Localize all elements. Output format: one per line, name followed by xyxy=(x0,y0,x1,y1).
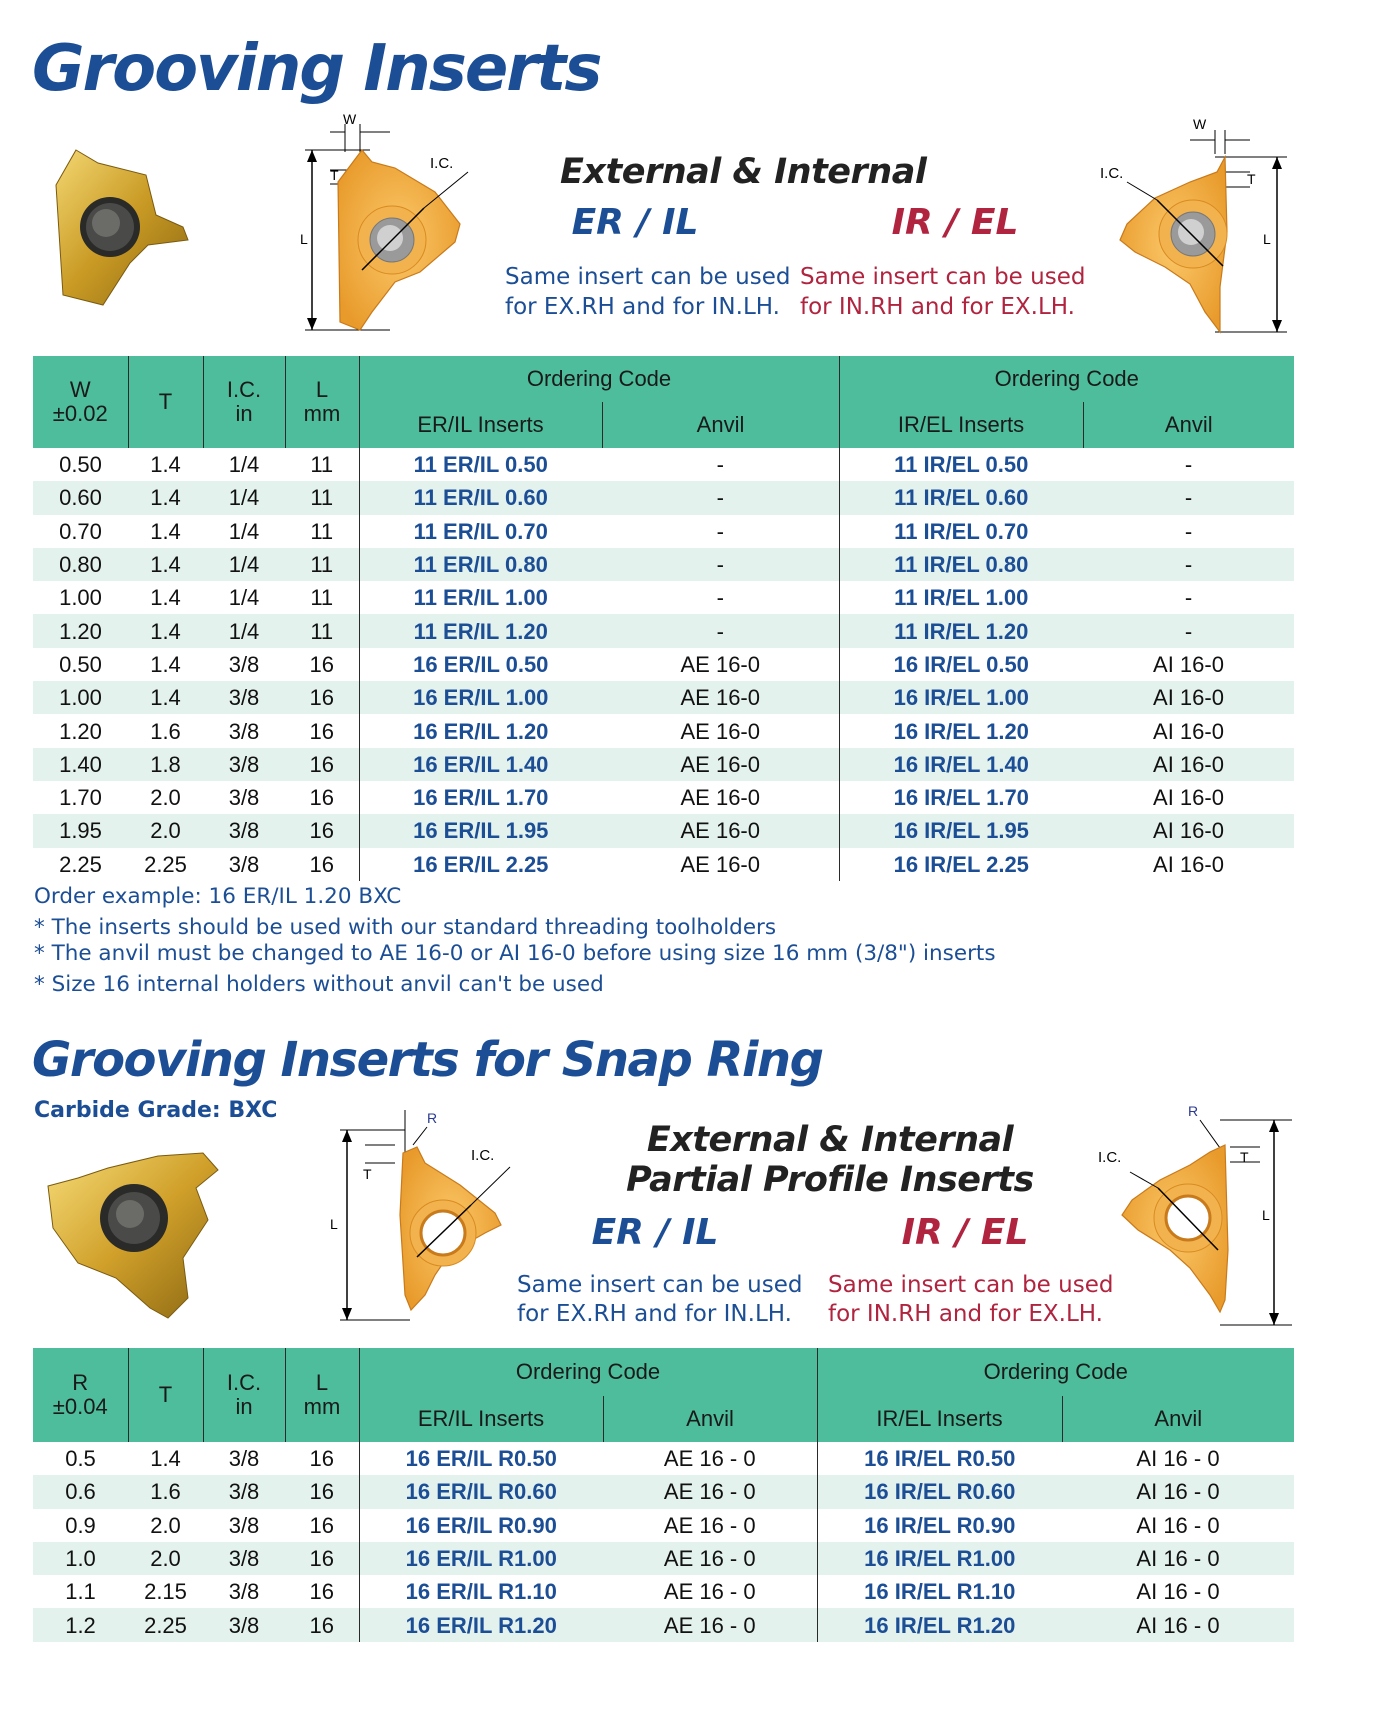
cell-er-il-code: 11 ER/IL 0.70 xyxy=(413,518,548,544)
table-row xyxy=(33,748,1294,781)
cell-ir-el-code: 16 IR/EL 1.20 xyxy=(893,718,1029,744)
snap-ring-insert-photo-icon xyxy=(38,1148,228,1323)
ir-el-note-2a: Same insert can be used xyxy=(828,1272,1114,1298)
col-t-header: T xyxy=(128,356,203,448)
table-row xyxy=(33,515,1294,548)
cell-ir-el-code: 16 IR/EL 1.95 xyxy=(839,814,1083,847)
svg-text:L: L xyxy=(300,231,308,247)
ordering-code-header-er: Ordering Code xyxy=(359,356,839,402)
cell-ir-el-code: 16 IR/EL R1.10 xyxy=(864,1579,1016,1605)
cell-t: 2.25 xyxy=(144,851,187,877)
table-row xyxy=(33,681,1294,714)
table-row xyxy=(33,714,1294,747)
note-line: * Size 16 internal holders without anvil can't be used xyxy=(34,971,604,997)
cell-l: 16 xyxy=(285,1542,359,1575)
note-line: * The anvil must be changed to AE 16-0 or AI 16-0 before using size 16 mm (3/8") inserts xyxy=(34,941,996,966)
er-il-label-2: ER / IL xyxy=(591,1212,719,1253)
ir-el-insert-diagram xyxy=(1065,112,1295,337)
grooving-inserts-table xyxy=(33,356,1294,881)
cell-w: 1.00 xyxy=(33,681,128,714)
cell-l: 11 xyxy=(285,481,359,514)
cell-ir-el-code: 16 IR/EL 1.40 xyxy=(839,748,1083,781)
cell-ir-el-code: 16 IR/EL R0.60 xyxy=(817,1475,1062,1508)
cell-er-il-code: 16 ER/IL 1.20 xyxy=(413,718,549,744)
cell-anvil-er: AE 16-0 xyxy=(602,814,839,847)
cell-l: 16 xyxy=(285,1442,359,1475)
cell-l: 16 xyxy=(285,681,359,714)
cell-anvil-ir: - xyxy=(1184,452,1193,478)
svg-text:I.C.: I.C. xyxy=(1100,165,1124,182)
cell-anvil-ir: AI 16-0 xyxy=(1153,851,1224,877)
cell-r: 1.0 xyxy=(33,1542,128,1575)
svg-text:T: T xyxy=(363,1166,372,1182)
cell-er-il-code: 16 ER/IL 2.25 xyxy=(413,851,549,877)
cell-anvil-ir: AI 16-0 xyxy=(1153,718,1224,744)
col-anvil-er-header: Anvil xyxy=(602,402,839,448)
svg-text:T: T xyxy=(1247,171,1256,187)
table-row xyxy=(33,1575,1294,1608)
cell-t: 1.4 xyxy=(150,452,181,478)
cell-r: 1.1 xyxy=(65,1579,96,1605)
ir-el-snap-ring-diagram xyxy=(1070,1100,1300,1335)
cell-t: 1.4 xyxy=(150,585,181,611)
er-il-note-2: for EX.RH and for IN.LH. xyxy=(505,294,780,320)
cell-anvil-er: AE 16-0 xyxy=(602,748,839,781)
cell-l: 16 xyxy=(285,814,359,847)
table-row xyxy=(33,481,1294,514)
cell-er-il-code: 11 ER/IL 1.20 xyxy=(359,614,602,647)
col-ic-header: I.C. in xyxy=(203,356,285,448)
svg-text:L: L xyxy=(1263,231,1271,247)
cell-t: 2.0 xyxy=(128,1542,203,1575)
col-ir-el-header: IR/EL Inserts xyxy=(817,1396,1062,1442)
table-row xyxy=(33,448,1294,481)
svg-text:T: T xyxy=(330,167,339,183)
cell-ic: 1/4 xyxy=(228,518,260,544)
cell-l: 16 xyxy=(285,648,359,681)
cell-r: 1.2 xyxy=(33,1608,128,1641)
cell-t: 2.0 xyxy=(150,785,181,811)
cell-anvil-er: - xyxy=(602,481,839,514)
cell-ir-el-code: 16 IR/EL R1.00 xyxy=(817,1542,1062,1575)
cell-anvil-er: AE 16-0 xyxy=(602,781,839,814)
cell-ic: 3/8 xyxy=(228,651,260,677)
col-ir-el-header: IR/EL Inserts xyxy=(839,402,1083,448)
col-l-header: L mm xyxy=(285,1348,359,1442)
cell-ic: 3/8 xyxy=(203,1475,285,1508)
ir-el-label-2: IR / EL xyxy=(901,1212,1029,1253)
cell-anvil-er: - xyxy=(602,614,839,647)
cell-t: 1.4 xyxy=(128,614,203,647)
cell-l: 11 xyxy=(285,614,359,647)
cell-anvil-ir: AI 16 - 0 xyxy=(1062,1542,1294,1575)
notes xyxy=(34,884,996,998)
cell-ic: 1/4 xyxy=(228,452,260,478)
cell-l: 11 xyxy=(285,548,359,581)
cell-er-il-code: 16 ER/IL 0.50 xyxy=(413,651,549,677)
cell-l: 16 xyxy=(285,748,359,781)
ordering-code-header-ir: Ordering Code xyxy=(817,1348,1294,1396)
cell-ic: 3/8 xyxy=(228,718,260,744)
cell-w: 0.50 xyxy=(59,452,102,478)
col-l-header: L mm xyxy=(285,356,359,448)
cell-l: 16 xyxy=(285,1608,359,1641)
svg-text:I.C.: I.C. xyxy=(430,155,454,172)
cell-ic: 3/8 xyxy=(228,1446,260,1472)
cell-l: 16 xyxy=(285,781,359,814)
cell-ir-el-code: 16 IR/EL R0.50 xyxy=(864,1446,1016,1472)
cell-anvil-er: AE 16 - 0 xyxy=(603,1509,817,1542)
cell-er-il-code: 16 ER/IL R1.20 xyxy=(359,1608,603,1641)
note-line: * The inserts should be used with our standard threading toolholders xyxy=(34,914,777,940)
section1-heading: External & Internal xyxy=(560,152,927,192)
er-il-note-1: Same insert can be used xyxy=(505,264,791,290)
table-row xyxy=(33,848,1294,881)
cell-anvil-er: AE 16 - 0 xyxy=(603,1542,817,1575)
cell-ir-el-code: 11 IR/EL 1.00 xyxy=(894,585,1029,611)
cell-ic: 3/8 xyxy=(203,1608,285,1641)
er-il-insert-diagram xyxy=(300,112,520,337)
table-row xyxy=(33,648,1294,681)
er-il-note-2a: Same insert can be used xyxy=(517,1272,803,1298)
table-row xyxy=(33,1542,1294,1575)
cell-anvil-ir: AI 16 - 0 xyxy=(1136,1512,1220,1538)
cell-l: 11 xyxy=(285,515,359,548)
cell-w: 2.25 xyxy=(59,851,102,877)
ordering-code-header-ir: Ordering Code xyxy=(839,356,1294,402)
cell-t: 2.15 xyxy=(144,1579,187,1605)
cell-l: 11 xyxy=(285,581,359,614)
cell-anvil-ir: AI 16 - 0 xyxy=(1062,1608,1294,1641)
cell-ir-el-code: 11 IR/EL 0.50 xyxy=(894,452,1029,478)
svg-text:I.C.: I.C. xyxy=(1098,1149,1122,1166)
cell-anvil-er: AE 16-0 xyxy=(602,681,839,714)
cell-t: 1.8 xyxy=(128,748,203,781)
cell-er-il-code: 16 ER/IL R1.10 xyxy=(405,1579,557,1605)
cell-er-il-code: 16 ER/IL 1.40 xyxy=(359,748,602,781)
cell-t: 1.4 xyxy=(128,548,203,581)
section2-heading-2: Partial Profile Inserts xyxy=(626,1160,1034,1200)
ir-el-note-2: for IN.RH and for EX.LH. xyxy=(800,294,1075,320)
cell-t: 1.6 xyxy=(150,718,181,744)
cell-anvil-ir: - xyxy=(1184,518,1193,544)
svg-text:W: W xyxy=(1193,116,1207,132)
cell-anvil-ir: AI 16-0 xyxy=(1083,748,1294,781)
cell-anvil-er: - xyxy=(602,548,839,581)
cell-w: 0.70 xyxy=(59,518,102,544)
svg-text:T: T xyxy=(1240,1149,1249,1165)
cell-l: 16 xyxy=(285,848,359,881)
cell-ic: 1/4 xyxy=(203,614,285,647)
cell-ir-el-code: 16 IR/EL R0.90 xyxy=(864,1512,1016,1538)
cell-anvil-ir: AI 16-0 xyxy=(1083,814,1294,847)
cell-er-il-code: 16 ER/IL R1.00 xyxy=(359,1542,603,1575)
cell-t: 1.6 xyxy=(128,1475,203,1508)
cell-er-il-code: 11 ER/IL 1.00 xyxy=(413,585,548,611)
ir-el-label: IR / EL xyxy=(891,202,1019,243)
cell-anvil-ir: - xyxy=(1083,548,1294,581)
cell-er-il-code: 16 ER/IL R0.50 xyxy=(405,1446,557,1472)
cell-w: 1.70 xyxy=(59,785,102,811)
insert-photo-icon xyxy=(48,145,198,315)
cell-anvil-er: - xyxy=(602,448,839,481)
cell-ic: 3/8 xyxy=(228,851,260,877)
cell-ic: 3/8 xyxy=(228,785,260,811)
cell-ir-el-code: 11 IR/EL 0.80 xyxy=(839,548,1083,581)
cell-anvil-er: - xyxy=(602,515,839,548)
ir-el-note-2b: for IN.RH and for EX.LH. xyxy=(828,1301,1103,1327)
cell-anvil-er: AE 16 - 0 xyxy=(603,1442,817,1475)
svg-text:L: L xyxy=(330,1216,338,1232)
col-ic-header: I.C. in xyxy=(203,1348,285,1442)
cell-anvil-ir: - xyxy=(1184,585,1193,611)
cell-t: 1.4 xyxy=(150,1446,181,1472)
cell-ic: 1/4 xyxy=(203,481,285,514)
cell-r: 0.6 xyxy=(33,1475,128,1508)
ordering-code-header-er: Ordering Code xyxy=(359,1348,817,1396)
cell-l: 16 xyxy=(285,714,359,747)
cell-ic: 3/8 xyxy=(228,1579,260,1605)
cell-r: 0.9 xyxy=(65,1512,96,1538)
order-example: Order example: 16 ER/IL 1.20 BXC xyxy=(34,884,402,909)
page-title: Grooving Inserts xyxy=(32,32,601,106)
cell-w: 1.95 xyxy=(33,814,128,847)
cell-anvil-er: AE 16 - 0 xyxy=(603,1608,817,1641)
cell-ir-el-code: 16 IR/EL 1.70 xyxy=(893,785,1029,811)
cell-r: 0.5 xyxy=(65,1446,96,1472)
cell-ic: 1/4 xyxy=(228,585,260,611)
section2-heading-1: External & Internal xyxy=(646,1120,1014,1160)
cell-ir-el-code: 11 IR/EL 1.20 xyxy=(839,614,1083,647)
col-r-header: R ±0.04 xyxy=(33,1348,128,1442)
cell-w: 0.60 xyxy=(33,481,128,514)
table-row xyxy=(33,581,1294,614)
table-row xyxy=(33,1442,1294,1475)
cell-t: 1.4 xyxy=(150,651,181,677)
cell-ir-el-code: 16 IR/EL 0.50 xyxy=(893,651,1029,677)
cell-anvil-er: AE 16-0 xyxy=(602,648,839,681)
cell-er-il-code: 16 ER/IL 1.70 xyxy=(413,785,549,811)
col-w-header: W ±0.02 xyxy=(33,356,128,448)
cell-l: 11 xyxy=(285,448,359,481)
cell-w: 1.40 xyxy=(33,748,128,781)
cell-ic: 3/8 xyxy=(203,748,285,781)
cell-w: 0.80 xyxy=(33,548,128,581)
cell-er-il-code: 11 ER/IL 0.50 xyxy=(413,452,548,478)
svg-text:R: R xyxy=(427,1110,438,1126)
cell-ir-el-code: 11 IR/EL 0.70 xyxy=(894,518,1029,544)
svg-text:R: R xyxy=(1188,1103,1199,1119)
col-anvil-er-header: Anvil xyxy=(603,1396,817,1442)
cell-anvil-ir: AI 16 - 0 xyxy=(1062,1475,1294,1508)
cell-w: 0.50 xyxy=(59,651,102,677)
col-anvil-ir-header: Anvil xyxy=(1062,1396,1294,1442)
cell-er-il-code: 16 ER/IL 1.00 xyxy=(359,681,602,714)
cell-ic: 3/8 xyxy=(228,1512,260,1538)
cell-t: 2.0 xyxy=(128,814,203,847)
cell-er-il-code: 16 ER/IL R0.90 xyxy=(405,1512,557,1538)
cell-anvil-ir: - xyxy=(1083,481,1294,514)
svg-text:W: W xyxy=(343,112,357,127)
cell-anvil-ir: AI 16 - 0 xyxy=(1136,1446,1220,1472)
col-er-il-header: ER/IL Inserts xyxy=(359,1396,603,1442)
cell-l: 16 xyxy=(285,1575,359,1608)
cell-anvil-ir: AI 16-0 xyxy=(1083,681,1294,714)
cell-anvil-er: AE 16-0 xyxy=(602,714,839,747)
snap-ring-inserts-table xyxy=(33,1348,1294,1642)
table-row xyxy=(33,614,1294,647)
table-row xyxy=(33,1608,1294,1641)
cell-ir-el-code: 16 IR/EL R1.20 xyxy=(817,1608,1062,1641)
col-er-il-header: ER/IL Inserts xyxy=(359,402,602,448)
cell-er-il-code: 16 ER/IL R0.60 xyxy=(359,1475,603,1508)
cell-anvil-er: AE 16 - 0 xyxy=(603,1575,817,1608)
cell-l: 16 xyxy=(285,1509,359,1542)
cell-ic: 3/8 xyxy=(203,814,285,847)
ir-el-note-1: Same insert can be used xyxy=(800,264,1086,290)
section2-title: Grooving Inserts for Snap Ring xyxy=(32,1032,823,1088)
er-il-label: ER / IL xyxy=(571,202,699,243)
table-row xyxy=(33,781,1294,814)
table-row xyxy=(33,1475,1294,1508)
cell-anvil-ir: AI 16-0 xyxy=(1153,651,1224,677)
cell-w: 1.20 xyxy=(33,614,128,647)
cell-er-il-code: 11 ER/IL 0.60 xyxy=(359,481,602,514)
cell-anvil-er: AE 16 - 0 xyxy=(603,1475,817,1508)
cell-ic: 3/8 xyxy=(203,1542,285,1575)
cell-w: 1.20 xyxy=(59,718,102,744)
cell-er-il-code: 11 ER/IL 0.80 xyxy=(359,548,602,581)
cell-ic: 3/8 xyxy=(203,681,285,714)
cell-ic: 1/4 xyxy=(203,548,285,581)
cell-ir-el-code: 11 IR/EL 0.60 xyxy=(839,481,1083,514)
table-row xyxy=(33,814,1294,847)
cell-t: 1.4 xyxy=(128,681,203,714)
table-row xyxy=(33,1509,1294,1542)
cell-anvil-er: - xyxy=(602,581,839,614)
table-row xyxy=(33,548,1294,581)
cell-anvil-er: AE 16-0 xyxy=(602,848,839,881)
cell-ir-el-code: 16 IR/EL 2.25 xyxy=(893,851,1029,877)
carbide-grade: Carbide Grade: BXC xyxy=(34,1098,278,1123)
svg-text:L: L xyxy=(1262,1207,1270,1223)
svg-text:I.C.: I.C. xyxy=(471,1147,495,1164)
cell-t: 1.4 xyxy=(128,481,203,514)
er-il-note-2b: for EX.RH and for IN.LH. xyxy=(517,1301,792,1327)
cell-ir-el-code: 16 IR/EL 1.00 xyxy=(839,681,1083,714)
cell-anvil-ir: AI 16 - 0 xyxy=(1136,1579,1220,1605)
cell-t: 2.0 xyxy=(150,1512,181,1538)
cell-er-il-code: 16 ER/IL 1.95 xyxy=(359,814,602,847)
col-anvil-ir-header: Anvil xyxy=(1083,402,1294,448)
col-t-header: T xyxy=(128,1348,203,1442)
cell-anvil-ir: - xyxy=(1083,614,1294,647)
cell-t: 2.25 xyxy=(128,1608,203,1641)
cell-t: 1.4 xyxy=(150,518,181,544)
cell-l: 16 xyxy=(285,1475,359,1508)
cell-anvil-ir: AI 16-0 xyxy=(1153,785,1224,811)
cell-w: 1.00 xyxy=(59,585,102,611)
